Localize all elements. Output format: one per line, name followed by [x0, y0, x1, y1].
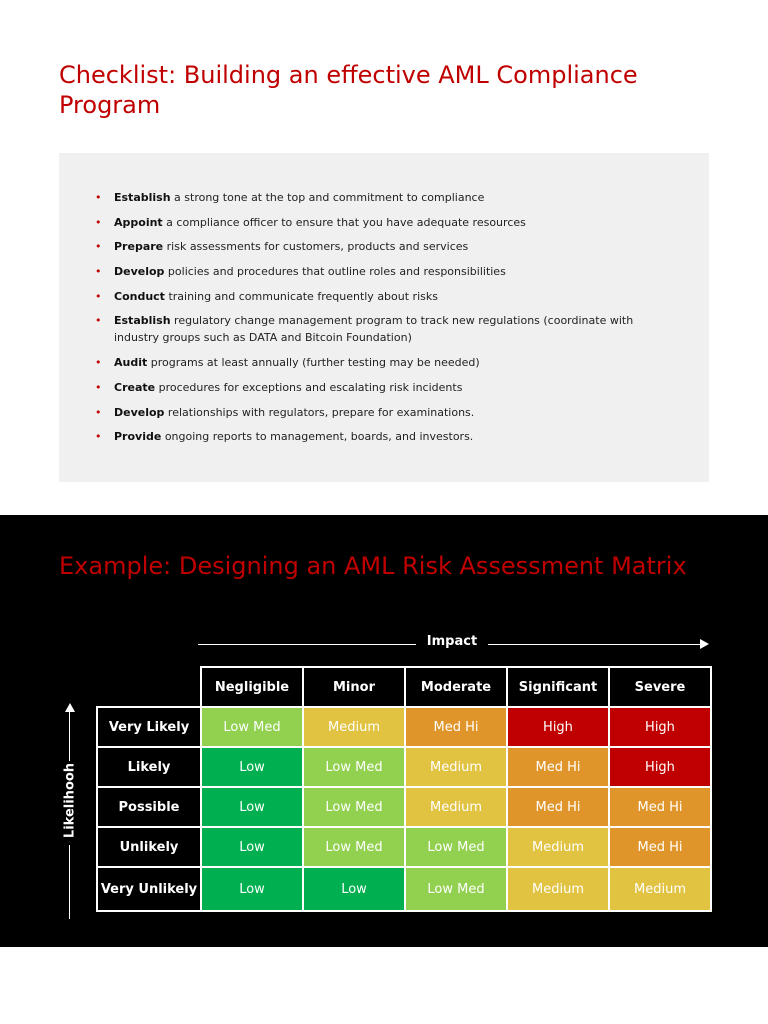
item-text: relationships with regulators, prepare for examinations.: [164, 405, 475, 419]
list-item: [95, 404, 675, 421]
list-item: [95, 288, 675, 305]
row-header: Likely: [97, 747, 201, 787]
item-text: procedures for exceptions and escalating risk incidents: [155, 380, 463, 394]
item-text: a strong tone at the top and commitment to compliance: [170, 191, 485, 204]
risk-cell: Low: [201, 747, 303, 787]
risk-cell: High: [609, 707, 711, 747]
item-text: training and communicate frequently about risks: [164, 289, 438, 303]
bullet-icon: •: [95, 215, 102, 229]
risk-cell: Low: [303, 867, 405, 911]
risk-cell: Low Med: [303, 787, 405, 827]
risk-cell: Medium: [507, 867, 609, 911]
bullet-icon: •: [95, 289, 102, 303]
likelihood-axis-line: [69, 711, 70, 761]
risk-cell: Low: [201, 867, 303, 911]
item-text: a compliance officer to ensure that you have adequate resources: [162, 215, 526, 229]
item-verb: Conduct: [114, 289, 165, 303]
item-text: ongoing reports to management, boards, and investors.: [161, 430, 474, 444]
risk-cell: Low Med: [201, 707, 303, 747]
item-verb: Develop: [114, 405, 165, 419]
risk-cell: Med Hi: [507, 747, 609, 787]
table-row: [97, 707, 711, 747]
table-row: [97, 787, 711, 827]
item-text: risk assessments for customers, products and services: [163, 240, 469, 254]
item-verb: Establish: [114, 314, 171, 328]
risk-cell: High: [507, 707, 609, 747]
bullet-icon: •: [95, 430, 102, 444]
likelihood-axis-line: [69, 845, 70, 919]
item-verb: Establish: [114, 191, 171, 204]
risk-cell: Medium: [303, 707, 405, 747]
impact-axis-label: Impact: [426, 634, 478, 649]
bullet-icon: •: [95, 191, 102, 204]
risk-matrix-section: [0, 515, 768, 947]
item-verb: Appoint: [114, 215, 163, 229]
matrix-title: Example: Designing an AML Risk Assessment Matrix: [59, 552, 687, 580]
bullet-icon: •: [95, 380, 102, 394]
list-item: [95, 312, 675, 346]
item-verb: Audit: [114, 356, 148, 370]
list-item: [95, 214, 675, 231]
item-verb: Provide: [114, 430, 162, 444]
likelihood-axis-label: Likelihooh: [62, 762, 78, 839]
arrow-right-icon: [700, 639, 709, 649]
risk-cell: Med Hi: [507, 787, 609, 827]
bullet-icon: •: [95, 314, 102, 328]
item-verb: Prepare: [114, 240, 164, 254]
arrow-up-icon: [65, 703, 75, 712]
bullet-icon: •: [95, 356, 102, 370]
table-row: [97, 747, 711, 787]
row-header: Very Unlikely: [97, 867, 201, 911]
risk-cell: Low: [201, 827, 303, 867]
item-verb: Create: [114, 380, 156, 394]
risk-cell: Medium: [507, 827, 609, 867]
risk-cell: Med Hi: [609, 827, 711, 867]
row-header: Unlikely: [97, 827, 201, 867]
list-item: [95, 379, 675, 396]
risk-cell: Medium: [609, 867, 711, 911]
row-header: Possible: [97, 787, 201, 827]
impact-axis: [198, 633, 710, 655]
item-text: regulatory change management program to track new regulations (coordinate with industry groups such as DATA and Bitcoin Foundation): [114, 314, 634, 345]
risk-cell: Med Hi: [609, 787, 711, 827]
impact-axis-line: [488, 644, 702, 645]
risk-matrix-table: [96, 666, 712, 912]
column-header: Negligible: [201, 667, 303, 707]
list-item: [95, 189, 675, 206]
risk-cell: Low Med: [405, 827, 507, 867]
risk-cell: High: [609, 747, 711, 787]
table-row: [97, 867, 711, 911]
item-text: policies and procedures that outline roles and responsibilities: [164, 265, 506, 279]
matrix-corner: [97, 667, 201, 707]
risk-cell: Medium: [405, 747, 507, 787]
column-header: Minor: [303, 667, 405, 707]
checklist-list: [95, 189, 675, 453]
table-row: [97, 827, 711, 867]
checklist-panel: [59, 153, 709, 482]
column-header: Severe: [609, 667, 711, 707]
risk-cell: Low Med: [405, 867, 507, 911]
checklist-title: Checklist: Building an effective AML Compliance Program: [59, 61, 638, 119]
risk-cell: Low Med: [303, 827, 405, 867]
impact-axis-line: [198, 644, 416, 645]
item-verb: Develop: [114, 265, 165, 279]
bullet-icon: •: [95, 405, 102, 419]
list-item: [95, 263, 675, 280]
list-item: [95, 428, 675, 445]
column-header: Significant: [507, 667, 609, 707]
bullet-icon: •: [95, 265, 102, 279]
row-header: Very Likely: [97, 707, 201, 747]
risk-cell: Low Med: [303, 747, 405, 787]
risk-cell: Medium: [405, 787, 507, 827]
item-text: programs at least annually (further testing may be needed): [147, 356, 480, 370]
list-item: [95, 354, 675, 371]
column-header: Moderate: [405, 667, 507, 707]
risk-cell: Med Hi: [405, 707, 507, 747]
bullet-icon: •: [95, 240, 102, 254]
list-item: [95, 238, 675, 255]
likelihood-axis: [58, 703, 82, 919]
risk-cell: Low: [201, 787, 303, 827]
